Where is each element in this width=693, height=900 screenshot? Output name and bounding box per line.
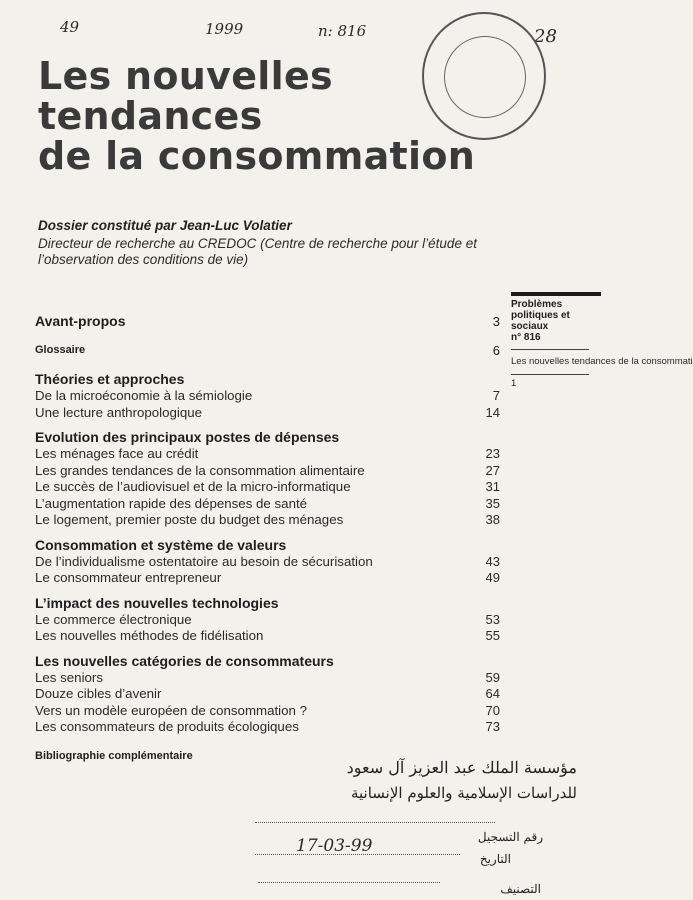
toc-section (35, 429, 500, 529)
author-role: Directeur de recherche au CREDOC (Centre de recherche pour l’étude et l’observation des conditions de vie) (38, 236, 477, 267)
toc-heading: Les nouvelles catégories de consommateurs (35, 652, 334, 669)
toc-entry[interactable]: Les nouvelles méthodes de fidélisation 55 (35, 628, 500, 643)
toc-heading[interactable]: Avant-propos 3 (35, 313, 500, 329)
series-name: Problèmes politiques et sociaux (511, 299, 570, 332)
toc-entry[interactable]: Les seniors 59 (35, 669, 500, 685)
series-number: n° 816 (511, 332, 541, 343)
toc-entry[interactable]: Les grandes tendances de la consommation alimentaire 27 (35, 462, 500, 478)
toc-entry[interactable]: De la microéconomie à la sémiologie 7 (35, 388, 500, 403)
sidebar-divider (511, 349, 589, 350)
toc-heading[interactable]: Glossaire 6 (35, 343, 500, 358)
title-line-2: tendances (38, 94, 263, 138)
toc-heading: Théories et approches (35, 371, 185, 387)
toc-entry[interactable]: Le succès de l’audiovisuel et de la micro-informatique 31 (35, 479, 500, 494)
page-title (38, 56, 475, 176)
sidebar-short-title: Les nouvelles tendances de la consommati (511, 356, 693, 367)
series-sidebar (511, 292, 693, 389)
classification-label: التصنيف (500, 882, 541, 896)
date-label: التاريخ (479, 852, 511, 866)
registration-label: رقم التسجيل (477, 830, 543, 844)
toc-section (35, 595, 500, 645)
classification-line (258, 882, 440, 883)
toc-section (35, 342, 500, 359)
title-line-1: Les nouvelles (38, 54, 333, 98)
library-stamp-line-2: للدراسات الإسلامية والعلوم الإنسانية (350, 784, 577, 802)
sidebar-page-number: 1 (511, 378, 517, 389)
title-line-3: de la consommation (38, 134, 476, 178)
toc-entry[interactable]: Le commerce électronique 53 (35, 611, 500, 627)
toc-section (35, 537, 500, 587)
handwritten-reference: n: 816 (318, 22, 367, 40)
stamp-dotted-line (255, 822, 495, 823)
toc-section (35, 371, 500, 421)
sidebar-divider (511, 374, 589, 375)
toc-entry[interactable]: Les consommateurs de produits écologiques 73 (35, 719, 500, 734)
toc-heading: L’impact des nouvelles technologies (35, 594, 279, 611)
toc-entry[interactable]: L’augmentation rapide des dépenses de santé 35 (35, 495, 500, 511)
toc-heading[interactable]: Bibliographie complémentaire (35, 749, 193, 762)
toc-heading: Consommation et système de valeurs (35, 536, 287, 553)
toc-entry[interactable]: De l’individualisme ostentatoire au besoin de sécurisation 43 (35, 553, 500, 569)
toc-entry[interactable]: Les ménages face au crédit 23 (35, 446, 500, 461)
toc-entry[interactable]: Le logement, premier poste du budget des ménages 38 (35, 512, 500, 527)
stamp-date: 17-03-99 (296, 836, 373, 856)
toc-entry[interactable]: Une lecture anthropologique 14 (35, 404, 500, 420)
library-stamp-line-1: مؤسسة الملك عبد العزيز آل سعود (346, 758, 577, 777)
author-byline: Dossier constitué par Jean-Luc Volatier (38, 218, 292, 233)
toc-entry[interactable]: Douze cibles d’avenir 64 (35, 686, 500, 701)
handwritten-corner-number: 28 (534, 26, 557, 47)
table-of-contents (35, 313, 500, 773)
toc-entry[interactable]: Le consommateur entrepreneur 49 (35, 570, 500, 585)
sidebar-rule-thick (511, 292, 601, 296)
toc-section (35, 653, 500, 736)
toc-section (35, 313, 500, 330)
handwritten-year: 1999 (205, 20, 244, 38)
toc-heading: Evolution des principaux postes de dépenses (35, 429, 340, 445)
toc-entry[interactable]: Vers un modèle européen de consommation ? 70 (35, 702, 500, 718)
handwritten-page-number: 49 (60, 18, 80, 36)
